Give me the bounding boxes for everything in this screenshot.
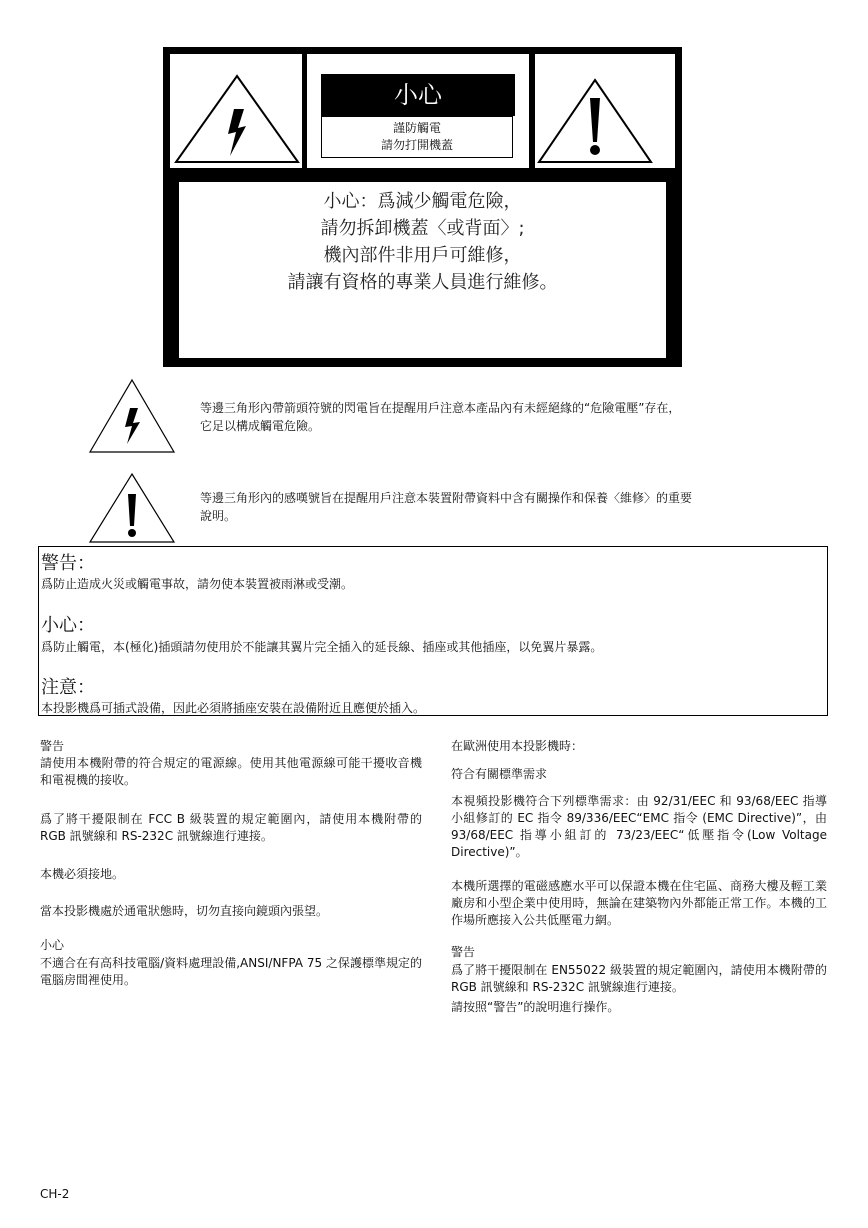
exclamation-description-line: 等邊三角形內的感嘆號旨在提醒用戶注意本裝置附帶資料中含有關操作和保養〈維修〉的重要	[200, 491, 693, 505]
right-warning-heading: 警告	[451, 945, 476, 959]
note-text: 本投影機爲可插式設備，因此必須將插座安裝在設備附近且應便於插入。	[41, 701, 426, 715]
page-number: CH-2	[40, 1187, 70, 1201]
caution-heading: 小心：	[41, 615, 95, 636]
lightning-description-line: 它足以構成觸電危險。	[200, 419, 321, 433]
left-paragraph: 爲了將干擾限制在 FCC B 級裝置的規定範圍內，請使用本機附帶的 RGB 訊號線和 RS-232C 訊號線進行連接。	[40, 812, 422, 843]
right-heading: 在歐洲使用本投影機時：	[451, 739, 584, 753]
label-center-panel	[307, 54, 529, 168]
left-paragraph: 本機必須接地。	[40, 867, 125, 881]
warning-heading: 警告：	[41, 553, 95, 574]
caution-label	[163, 47, 682, 367]
label-main-line: 小心：爲減少觸電危險，	[323, 191, 522, 212]
left-caution-heading: 小心	[40, 938, 65, 952]
label-exclamation-panel	[535, 54, 675, 168]
label-title: 小心	[321, 74, 515, 116]
left-warning-heading: 警告	[40, 739, 65, 753]
label-main-line: 機內部件非用戶可維修，	[323, 245, 522, 266]
lightning-symbol-description	[200, 399, 810, 435]
warning-text: 爲防止造成火災或觸電事故，請勿使本裝置被雨淋或受潮。	[41, 577, 354, 591]
lightning-description-line: 等邊三角形內帶箭頭符號的閃電旨在提醒用戶注意本產品內有未經絕緣的“危險電壓”存在，	[200, 401, 681, 415]
lightning-triangle-icon	[170, 54, 302, 168]
left-paragraph: 當本投影機處於通電狀態時，切勿直接向鏡頭內張望。	[40, 904, 329, 918]
label-lightning-panel	[170, 54, 302, 168]
label-main-line: 請讓有資格的專業人員進行維修。	[287, 272, 558, 293]
right-paragraph: 本視頻投影機符合下列標準需求：由 92/31/EEC 和 93/68/EEC 指導小組修訂的 EC 指令 89/336/EEC“EMC 指令 (EMC Directive)”，由 93/68/EEC 指導小組訂的 73/23/EEC“低壓指令(Low Voltage Directive)”。	[451, 794, 827, 859]
exclamation-description-line: 說明。	[200, 509, 237, 523]
exclamation-triangle-icon	[88, 472, 176, 544]
right-subheading: 符合有關標準需求	[451, 767, 548, 781]
exclamation-triangle-icon	[535, 54, 675, 168]
label-main-line: 請勿拆卸機蓋〈或背面〉;	[320, 218, 525, 239]
lightning-triangle-icon	[88, 378, 176, 454]
note-heading: 注意：	[41, 677, 95, 698]
label-subtitle	[321, 116, 513, 158]
left-paragraph: 不適合在有高科技電腦/資料處理設備,ANSI/NFPA 75 之保護標準規定的電腦房間裡使用。	[40, 956, 422, 987]
warning-box	[38, 546, 828, 716]
label-main-text	[179, 182, 666, 358]
label-subtitle-line1: 謹防觸電	[392, 121, 441, 135]
right-paragraph: 本機所選擇的電磁感應水平可以保證本機在住宅區、商務大樓及輕工業廠房和小型企業中使用時，無論在建築物內外都能正常工作。本機的工作場所應接入公共低壓電力網。	[451, 879, 827, 927]
right-paragraph: 請按照“警告”的說明進行操作。	[451, 1000, 620, 1014]
caution-text: 爲防止觸電，本(極化)插頭請勿使用於不能讓其翼片完全插入的延長線、插座或其他插座，以免翼片暴露。	[41, 640, 603, 654]
right-paragraph: 爲了將干擾限制在 EN55022 級裝置的規定範圍內，請使用本機附帶的 RGB 訊號線和 RS-232C 訊號線進行連接。	[451, 963, 827, 994]
label-subtitle-line2: 請勿打開機蓋	[380, 138, 453, 152]
left-paragraph: 請使用本機附帶的符合規定的電源線。使用其他電源線可能干擾收音機和電視機的接收。	[40, 756, 422, 787]
exclamation-symbol-description	[200, 489, 810, 525]
